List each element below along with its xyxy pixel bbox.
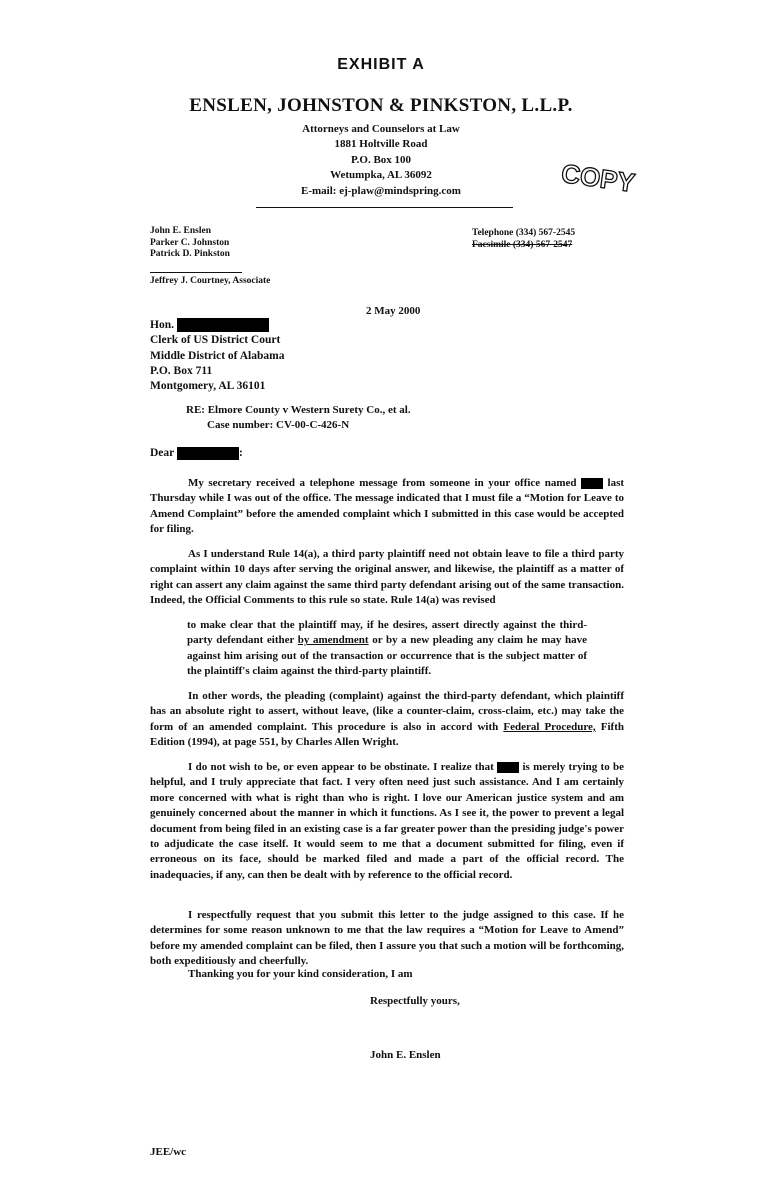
firm-name: ENSLEN, JOHNSTON & PINKSTON, L.L.P. [189,95,573,116]
partner-list [150,226,230,261]
partner-name: Patrick D. Pinkston [150,249,230,260]
salutation-word: Dear [150,447,175,460]
partner-name: Parker C. Johnston [150,237,230,248]
paragraph-1 [150,476,624,538]
paragraph-text: Fifth Edition (1994), at page 551, by Charles Allen Wright. [150,720,624,749]
telephone-number: Telephone (334) 567-2545 [472,228,576,238]
paragraph-text: In other words, the pleading (complaint) against the third-party defendant, which plaintiff has an absolute right to assert, without leave, (like a counter-claim, cross-claim, etc.) may take the form of an amended complaint. This procedure is also in accord with [150,690,624,733]
paragraph-text: is merely trying to be helpful, and I truly appreciate that fact. I very often need just such assistance. And I am certainly more concerned with what is right than who is right. I love our American justice system and am genuinely concerned about the manner in which it functions. As I see it, the power to prevent a legal document from being filed in an existing case is a far greater power than the presiding judge's power to adjudicate the case itself. It would seem to me that a document submitted for filing, even if erroneous on its face, should be marked filed and made a part of the official record. The inadequacies, if any, can then be dealt with by reference to the official record. [150,761,624,881]
quote-text: to make clear that the plaintiff may, if he desires, assert directly against the third-party defendant either [187,619,587,647]
recipient-address [150,318,284,394]
paragraph-3 [150,689,624,751]
salutation [150,447,243,460]
paragraph-2: As I understand Rule 14(a), a third party plaintiff need not obtain leave to file a third party complaint within 10 days after serving the original answer, and likewise, the plaintiff as a matter of right can assert any claim against the same third party defendant arising out of the same transaction. Indeed, the Official Comments to this rule so state. Rule 14(a) was revised [150,548,624,607]
re-subject: RE: Elmore County v Western Surety Co., et al. [186,404,411,416]
paragraph-text: last Thursday while I was out of the office. The message indicated that I must file a “Motion for Leave to Amend Complaint” before the amended complaint which I submitted in this case would be accepted for filing. [150,477,625,536]
redaction-bar [497,762,519,773]
recipient-name-line [150,318,284,333]
firm-address-street: 1881 Holtville Road [334,138,428,151]
redaction-bar [581,478,603,489]
firm-subtitle: Attorneys and Counselors at Law [302,123,460,135]
quote-text: or by a new pleading any claim he may have against him arising out of the transaction or occurrence that is the subject matter of the plaintiff's claim against the third-party plaintiff. [187,634,588,678]
recipient-district: Middle District of Alabama [150,349,285,362]
letterhead-divider [256,207,513,208]
redaction-bar [177,447,239,460]
paragraph-text: My secretary received a telephone message from someone in your office named [188,477,577,489]
block-quote [187,618,587,680]
firm-address-city: Wetumpka, AL 36092 [330,169,432,182]
contact-numbers [472,228,575,251]
fax-number: Facsimile (334) 567-2547 [472,239,573,250]
typist-initials: JEE/wc [150,1146,187,1158]
recipient-city: Montgomery, AL 36101 [150,380,266,393]
redaction-bar [177,318,269,332]
recipient-office: Clerk of US District Court [150,334,281,347]
associate-name: Jeffrey J. Courtney, Associate [150,276,271,286]
recipient-pobox: P.O. Box 711 [150,364,213,377]
paragraph-5: I respectfully request that you submit this letter to the judge assigned to this case. If he determines for some reason unknown to me that the law requires a “Motion for Leave to Amend” before my amended complaint can be filed, then I assure you that such a motion will be forthcoming, both expeditiously and cheerfully. [150,909,624,968]
paragraph-4 [150,760,624,883]
exhibit-label: EXHIBIT A [337,56,425,73]
firm-address-pobox: P.O. Box 100 [350,153,412,166]
paragraph-text: I do not wish to be, or even appear to be obstinate. I realize that [188,761,494,773]
paragraph-6: Thanking you for your kind consideration, I am [188,968,413,980]
copy-stamp-text: COPY [559,158,637,198]
copy-stamp [548,157,648,201]
salutation-colon: : [238,447,243,460]
recipient-honorific: Hon. [150,319,174,331]
citation-title: Federal Procedure, [503,720,596,733]
reference-line [186,403,411,433]
partner-name: John E. Enslen [150,226,211,236]
quote-emphasis: by amendment [297,634,369,647]
re-case-number: Case number: CV-00-C-426-N [207,419,350,431]
firm-email: E-mail: ej-plaw@mindspring.com [301,184,461,197]
signer-name: John E. Enslen [370,1049,441,1061]
letter-date: 2 May 2000 [366,305,421,317]
valediction: Respectfully yours, [370,995,460,1007]
associate-divider [150,272,242,273]
